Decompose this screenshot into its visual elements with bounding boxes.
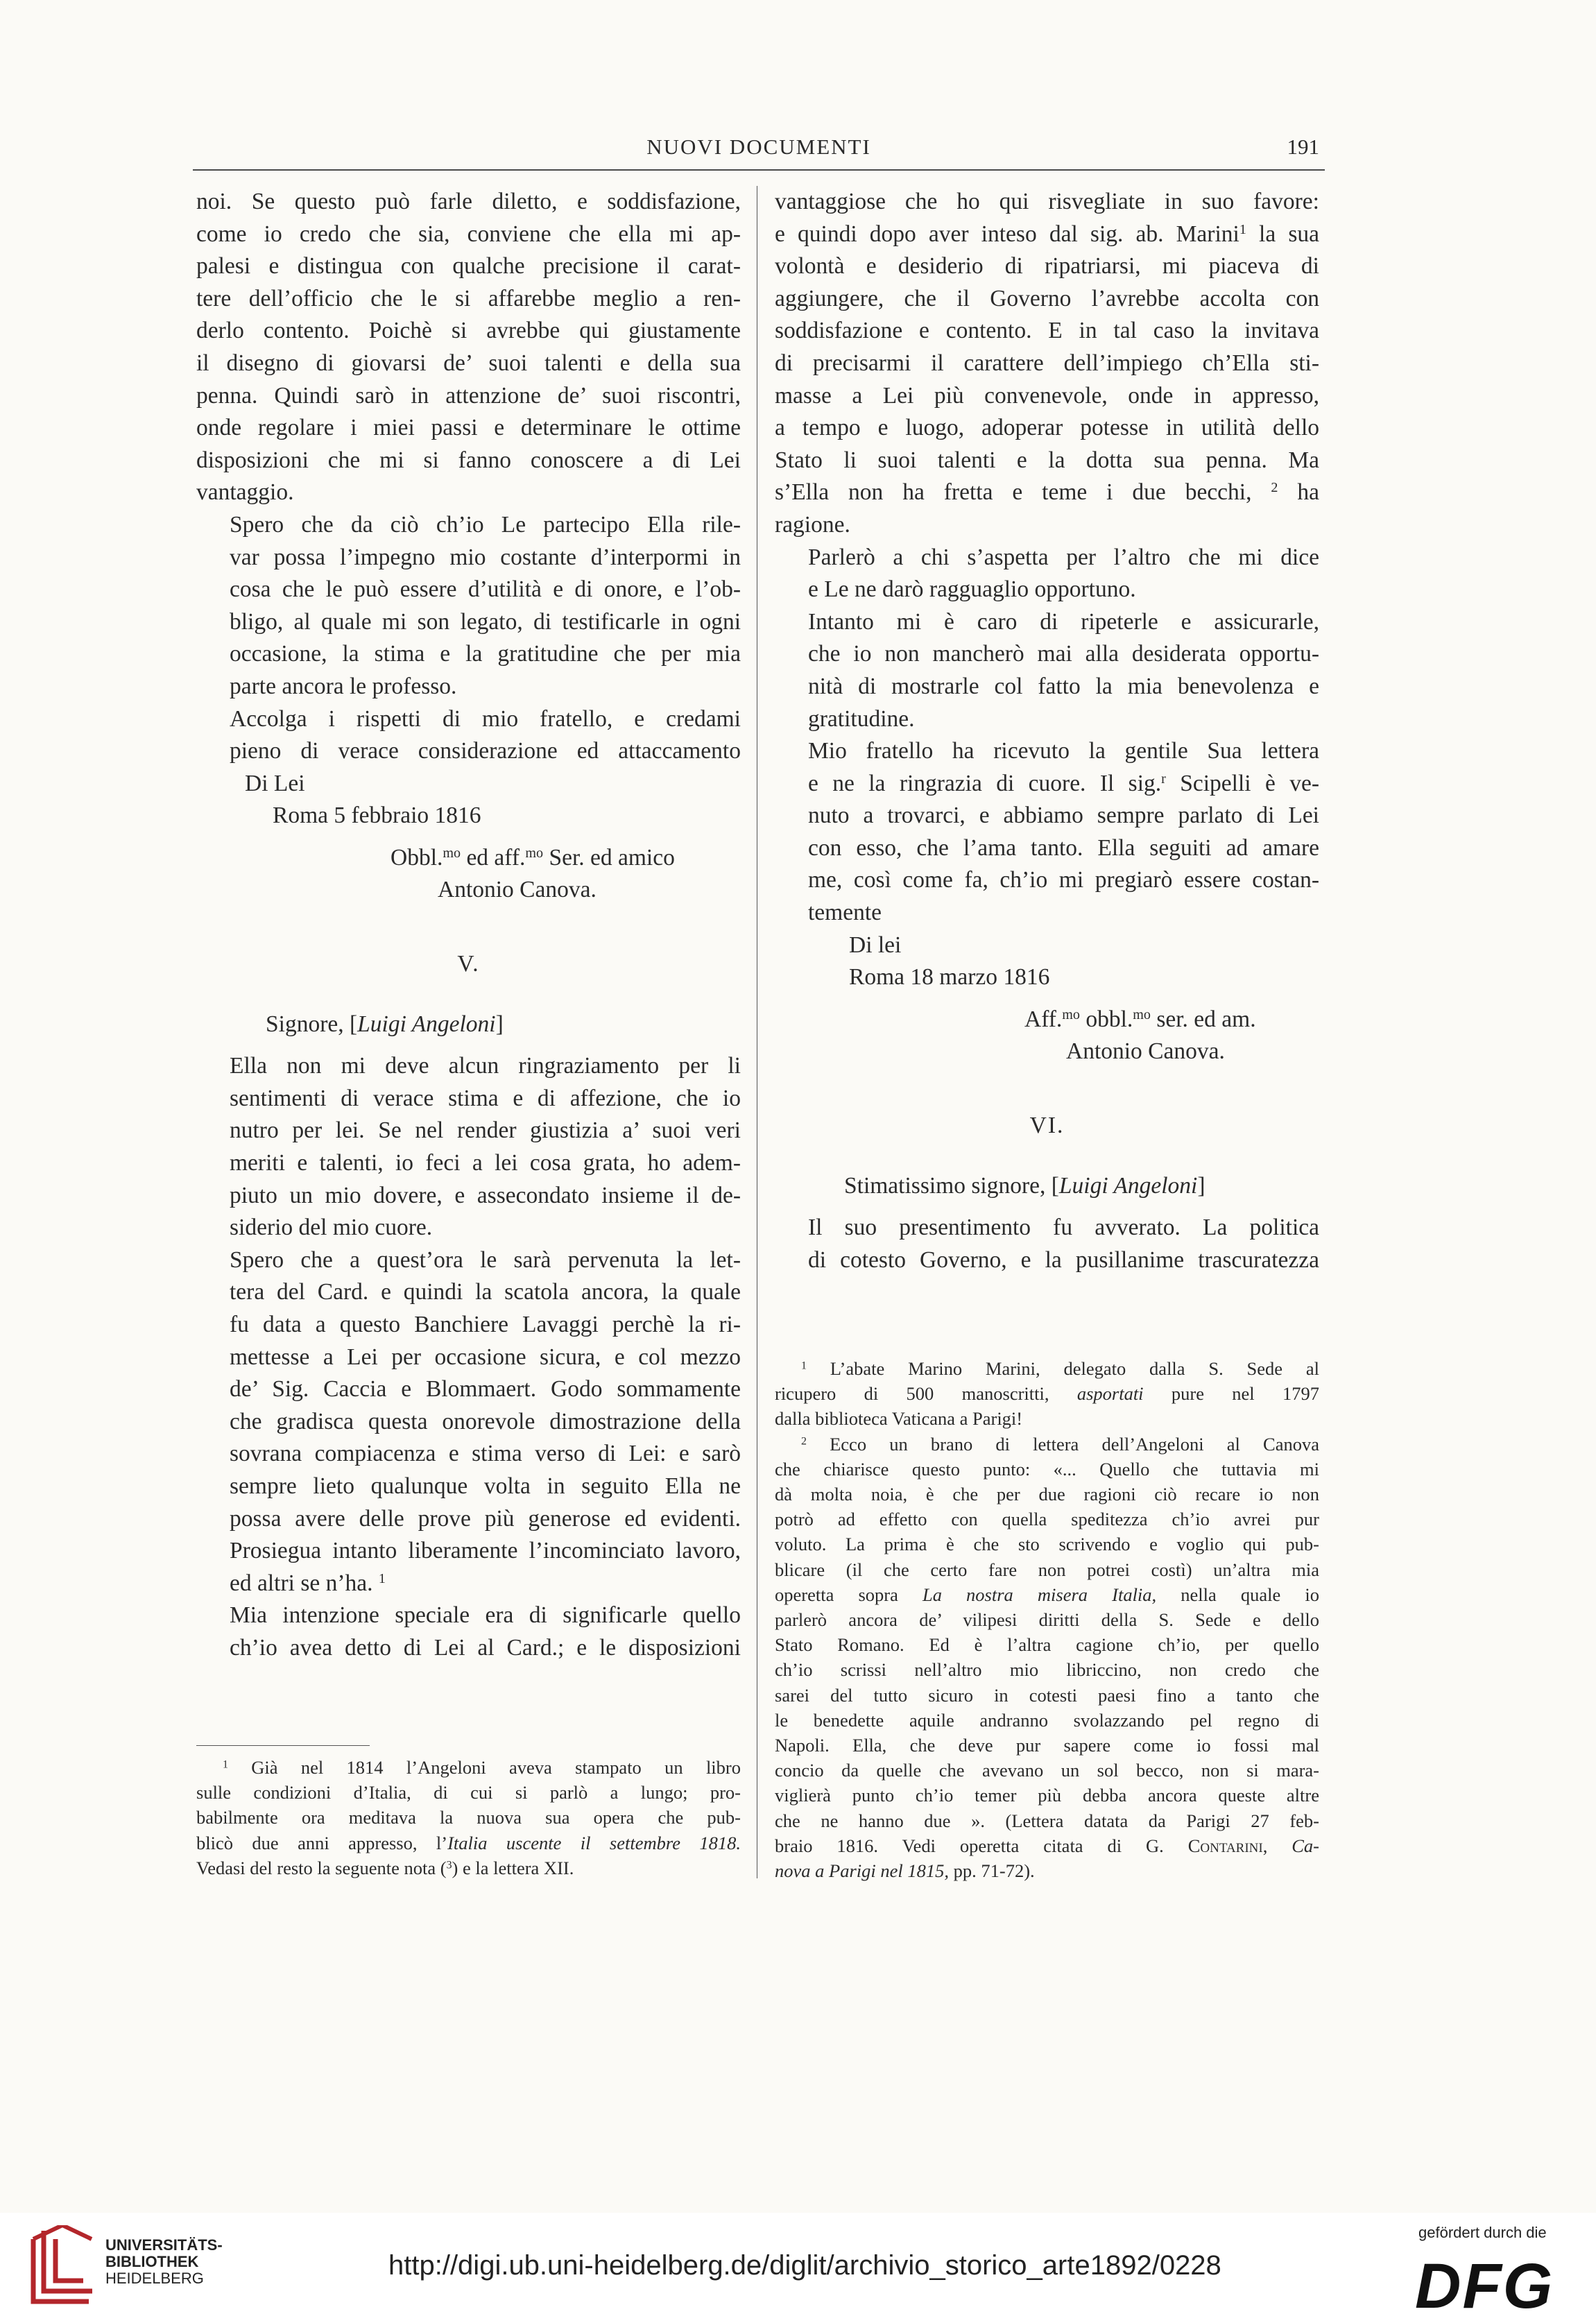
text-line: var possa l’impegno mio costante d’interpormi in xyxy=(230,544,741,570)
text-line: e quindi dopo aver inteso dal sig. ab. Marini$^1$ la sua xyxy=(775,221,1319,247)
text-line: nità di mostrarle col fatto la mia benevolenza e xyxy=(808,673,1319,699)
text-line: che io non mancherò mai alla desiderata opportu- xyxy=(808,641,1319,667)
footnotes-left xyxy=(196,1755,741,1880)
paragraph xyxy=(196,1600,741,1664)
section-heading: V. xyxy=(457,951,480,977)
footnotes-right xyxy=(775,1356,1319,1883)
section-heading: VI. xyxy=(1029,1113,1065,1139)
signature-line: Obbl.$^{mo}$ ed aff.$^{mo}$ Ser. ed amico xyxy=(391,844,675,871)
text-line: nuto a trovarci, e abbiamo sempre parlato di Lei xyxy=(808,803,1319,829)
text-line: Stato Romano. Ed è l’altra cagione ch’io, per quello xyxy=(775,1634,1319,1656)
text-line: gratitudine. xyxy=(808,705,915,732)
text-line: possa avere delle prove più generose ed evidenti. xyxy=(230,1505,741,1532)
running-title: NUOVI DOCUMENTI xyxy=(646,135,871,159)
dfg-logo: DFG xyxy=(1415,2251,1554,2322)
text-line: piuto un mio dovere, e assecondato insieme il de- xyxy=(230,1182,741,1208)
text-line: Spero che a quest’ora le sarà pervenuta la let- xyxy=(230,1246,741,1273)
page-header xyxy=(193,135,1325,168)
text-line: Parlerò a chi s’aspetta per l’altro che mi dice xyxy=(808,544,1319,570)
text-line: blicò due anni appresso, l’Italia uscente il settembre 1818. xyxy=(196,1832,741,1853)
place-date: Roma 5 febbraio 1816 xyxy=(273,803,481,829)
text-line: me, così come fa, ch’io mi pregiarò essere costan- xyxy=(808,867,1319,893)
closing: Di lei xyxy=(849,932,902,958)
text-line: derlo contento. Poichè si avrebbe qui giustamente xyxy=(196,318,741,344)
signer: Antonio Canova. xyxy=(438,877,597,903)
text-line: Napoli. Ella, che deve pur sapere come io fossi mal xyxy=(775,1735,1319,1756)
text-line: ragione. xyxy=(775,511,850,538)
text-line: fu data a questo Banchiere Lavaggi perchè la ri- xyxy=(230,1312,741,1337)
text-line: Accolga i rispetti di mio fratello, e credami xyxy=(230,705,741,732)
text-line: sulle condizioni d’Italia, di cui si parlò a lungo; pro- xyxy=(196,1782,741,1803)
text-line: soddisfazione e contento. E in tal caso la invitava xyxy=(775,318,1319,344)
text-line: e ne la ringrazia di cuore. Il sig.$^r$ Scipelli è ve- xyxy=(808,770,1319,796)
salutation: Signore, [Luigi Angeloni] xyxy=(266,1011,504,1037)
text-line: occasione, la stima e la gratitudine che per mia xyxy=(230,641,741,667)
footnote-ref: 1 xyxy=(378,1570,386,1586)
paragraph xyxy=(196,1244,741,1600)
text-line: aggiungere, che il Governo l’avrebbe accolta con xyxy=(775,285,1319,311)
text-line: concio da quelle che avevano un sol becco, non si mara- xyxy=(775,1760,1319,1781)
text-line: ricupero di 500 manoscritti, asportati pure nel 1797 xyxy=(775,1383,1319,1405)
text-line: potrò ad effetto con quella speditezza ch’io avrei pur xyxy=(775,1509,1319,1530)
text-line: ed altri se n’ha. $^1$ xyxy=(230,1570,386,1596)
text-line: penna. Quindi sarò in attenzione de’ suoi riscontri, xyxy=(196,382,741,409)
text-line: le benedette aquile andranno svolazzando pel regno di xyxy=(775,1709,1319,1731)
page-number: 191 xyxy=(1287,135,1319,159)
text-line: parlerò ancora de’ vilipesi diritti della S. Sede e dello xyxy=(775,1609,1319,1631)
footnote-ref: 2 xyxy=(1271,480,1278,496)
text-line: Il suo presentimento fu avverato. La politica xyxy=(808,1215,1319,1241)
left-column xyxy=(196,186,741,1665)
text-line: $^2$ Ecco un brano di lettera dell’Angeloni al Canova xyxy=(801,1433,1320,1455)
text-line: mettesse a Lei per occasione sicura, e col mezzo xyxy=(230,1344,741,1370)
paragraph xyxy=(775,542,1319,606)
paragraph xyxy=(775,1212,1319,1276)
place-date: Roma 18 marzo 1816 xyxy=(849,964,1050,991)
text-line: il disegno di giovarsi de’ suoi talenti e della sua xyxy=(196,350,741,376)
text-line: siderio del mio cuore. xyxy=(230,1215,433,1241)
text-line: s’Ella non ha fretta e teme i due becchi, $^2$ ha xyxy=(775,479,1319,506)
text-line: Prosiegua intanto liberamente l’incominciato lavoro, xyxy=(230,1538,741,1564)
text-line: Intanto mi è caro di ripeterle e assicurarle, xyxy=(808,608,1319,635)
paragraph xyxy=(196,509,741,703)
text-line: nutro per lei. Se nel render giustizia a’ suoi veri xyxy=(230,1117,741,1144)
header-rule xyxy=(193,169,1325,171)
signature-line: Aff.$^{mo}$ obbl.$^{mo}$ ser. ed am. xyxy=(1024,1006,1256,1032)
footnote-cont xyxy=(196,1780,741,1880)
signer: Antonio Canova. xyxy=(1066,1038,1225,1065)
text-line: disposizioni che mi si fanno conoscere a di Lei xyxy=(196,447,741,473)
footnote-rule xyxy=(196,1745,370,1746)
text-line: che gradisca questa onorevole dimostrazione della xyxy=(230,1408,741,1434)
text-line: blicare (il che certo fare non potrei costì) un’altra mia xyxy=(775,1559,1319,1580)
text-line: operetta sopra La nostra misera Italia, nella quale io xyxy=(775,1584,1319,1605)
text-line: noi. Se questo può farle diletto, e soddisfazione, xyxy=(196,189,741,214)
text-line: Mio fratello ha ricevuto la gentile Sua lettera xyxy=(808,738,1319,764)
text-line: dà molta noia, è che per due ragioni ciò recare io non xyxy=(775,1484,1319,1505)
text-line: volontà e desiderio di ripatriarsi, mi piaceva di xyxy=(775,253,1319,280)
text-line: viglierà punto ch’io temer più debba ancora queste altre xyxy=(775,1785,1319,1806)
text-line: babilmente ora meditava la nuova sua opera che pub- xyxy=(196,1807,741,1828)
text-line: come io credo che sia, conviene che ella mi ap- xyxy=(196,221,741,247)
paragraph xyxy=(196,1050,741,1244)
text-line: onde regolare i miei passi e determinare le ottime xyxy=(196,415,741,441)
text-line: $^1$ Già nel 1814 l’Angeloni aveva stampato un libro xyxy=(223,1757,741,1778)
footnote xyxy=(196,1755,741,1780)
right-column xyxy=(775,186,1319,1276)
footnote xyxy=(775,1432,1319,1457)
text-line: Mia intenzione speciale era di significarle quello xyxy=(230,1602,741,1629)
text-line: vantaggio. xyxy=(196,479,294,506)
text-line: nova a Parigi nel 1815, pp. 71-72). xyxy=(775,1860,1035,1882)
text-line: Vedasi del resto la seguente nota ($^3$) e la lettera XII. xyxy=(196,1857,574,1878)
text-line: de’ Sig. Caccia e Blommaert. Godo sommamente xyxy=(230,1376,741,1403)
salutation: Stimatissimo signore, [Luigi Angeloni] xyxy=(844,1172,1205,1199)
text-line: tere dell’officio che le si affarebbe meglio a ren- xyxy=(196,285,741,311)
text-line: sovrana compiacenza e stima verso di Lei: e sarò xyxy=(230,1441,741,1467)
text-line: ch’io avea detto di Lei al Card.; e le disposizioni xyxy=(230,1634,741,1661)
text-line: braio 1816. Vedi operetta citata di G. Contarini, Ca- xyxy=(775,1835,1319,1856)
text-line: sempre lieto qualunque volta in seguito Ella ne xyxy=(230,1473,741,1499)
text-line: sentimenti di verace stima e di affezione, che io xyxy=(230,1085,741,1111)
paragraph xyxy=(196,186,741,509)
text-line: temente xyxy=(808,900,882,926)
funding-label: gefördert durch die xyxy=(1418,2224,1547,2241)
text-line: cosa che le può essere d’utilità e di onore, e l’ob- xyxy=(230,576,741,603)
text-line: palesi e distingua con qualche precisione il carat- xyxy=(196,253,741,280)
text-line: voluto. La prima è che sto scrivendo e voglio qui pub- xyxy=(775,1534,1319,1555)
text-line: a tempo e luogo, adoperar potesse in utilità dello xyxy=(775,415,1319,441)
paragraph xyxy=(775,186,1319,542)
source-url-link[interactable]: http://digi.ub.uni-heidelberg.de/diglit/archivio_storico_arte1892/0228 xyxy=(388,2250,1221,2281)
text-line: che ne hanno due ». (Lettera datata da Parigi 27 feb- xyxy=(775,1810,1319,1831)
footnote-cont xyxy=(775,1457,1319,1883)
text-line: Ella non mi deve alcun ringraziamento per li xyxy=(230,1053,741,1079)
text-line: parte ancora le professo. xyxy=(230,673,457,699)
university-library-logo-icon xyxy=(26,2225,96,2310)
text-line: tera del Card. e quindi la scatola ancora, la quale xyxy=(230,1279,741,1305)
text-line: dalla biblioteca Vaticana a Parigi! xyxy=(775,1408,1023,1430)
footnote-cont xyxy=(775,1381,1319,1431)
text-line: $^1$ L’abate Marino Marini, delegato dalla S. Sede al xyxy=(801,1358,1320,1379)
text-line: bligo, al quale mi son legato, di testificarle in ogni xyxy=(230,608,741,635)
text-line: vantaggiose che ho qui risvegliate in suo favore: xyxy=(775,189,1319,214)
university-library-name: UNIVERSITÄTS- BIBLIOTHEK HEIDELBERG xyxy=(105,2236,223,2287)
text-line: e Le ne darò ragguaglio opportuno. xyxy=(808,576,1136,603)
paragraph xyxy=(775,735,1319,929)
text-line: pieno di verace considerazione ed attaccamento xyxy=(230,738,741,764)
footnote-ref: 1 xyxy=(1239,221,1246,237)
text-line: sarei del tutto sicuro in cotesti paesi fino a tanto che xyxy=(775,1684,1319,1706)
text-line: meriti e talenti, io feci a lei cosa grata, ho adem- xyxy=(230,1150,741,1176)
text-line: ch’io scrissi nell’altro mio libriccino, non credo che xyxy=(775,1659,1319,1681)
paragraph xyxy=(775,606,1319,735)
text-line: masse a Lei più convenevole, onde in appresso, xyxy=(775,382,1319,409)
text-line: che chiarisce questo punto: «... Quello che tuttavia mi xyxy=(775,1458,1319,1480)
footnote xyxy=(775,1356,1319,1381)
closing: Di Lei xyxy=(245,770,305,796)
text-line: con esso, che l’ama tanto. Ella seguiti ad amare xyxy=(808,834,1319,861)
text-line: di cotesto Governo, e la pusillanime trascuratezza xyxy=(808,1246,1319,1273)
text-line: Stato li suoi talenti e la dotta sua penna. Ma xyxy=(775,447,1319,473)
text-line: Spero che da ciò ch’io Le partecipo Ella rile- xyxy=(230,511,741,538)
text-line: di precisarmi il carattere dell’impiego ch’Ella sti- xyxy=(775,350,1319,376)
paragraph xyxy=(196,703,741,768)
